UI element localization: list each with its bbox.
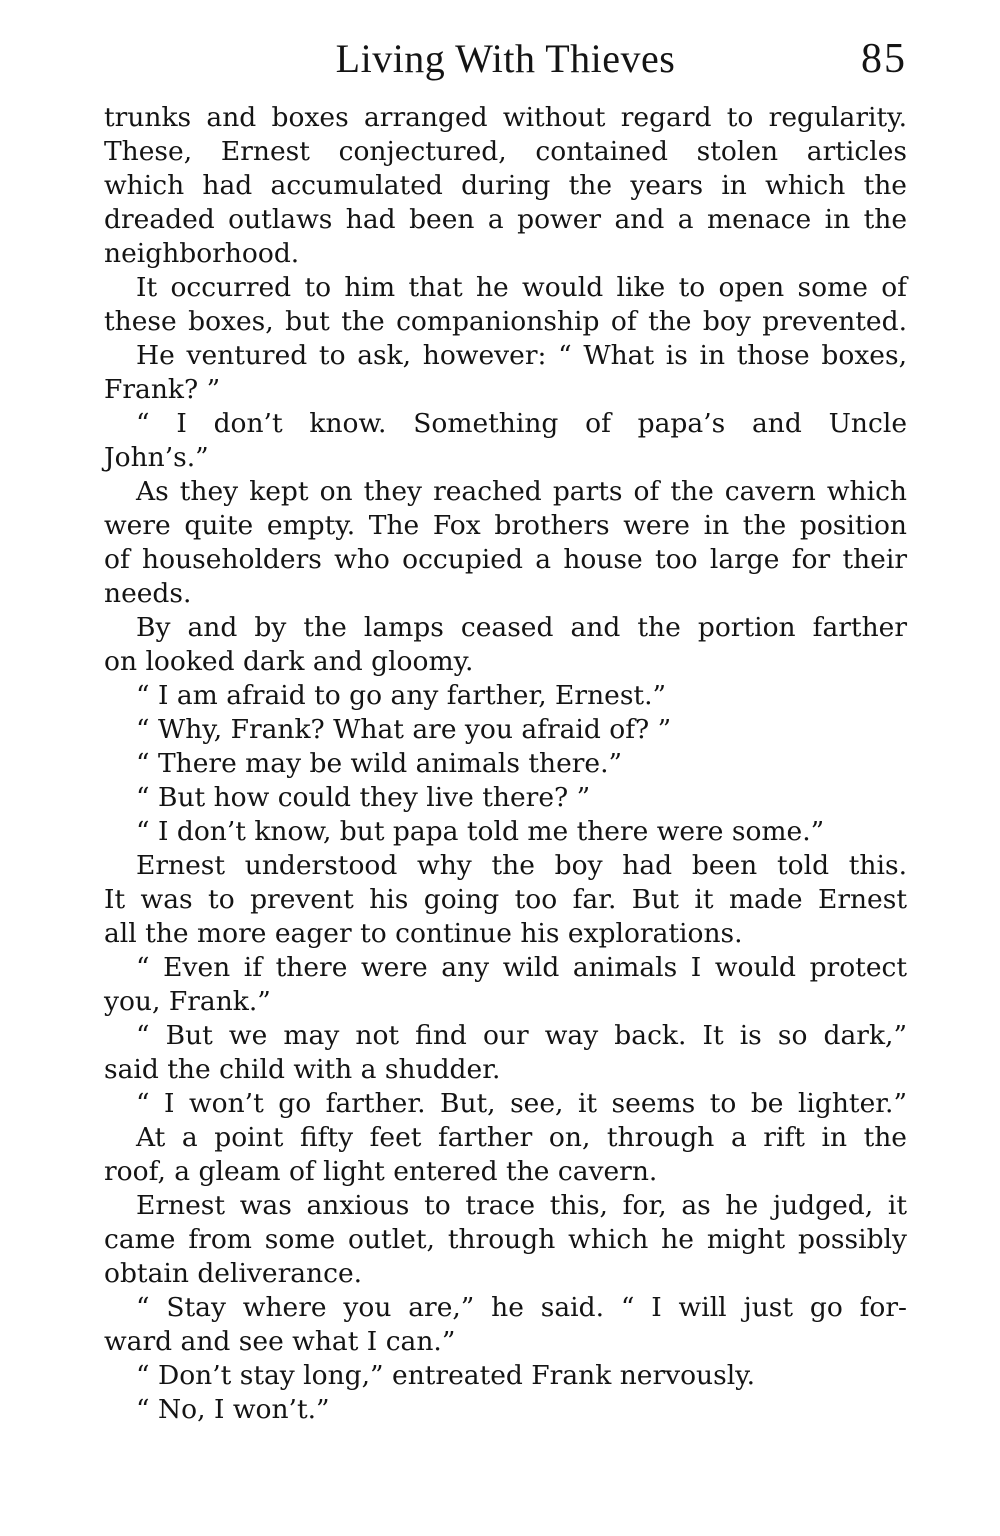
paragraph: [104, 101, 907, 271]
text-line: He ventured to ask, however: “ What is in those boxes,: [136, 340, 907, 371]
text-line: all the more eager to continue his explorations.: [104, 918, 743, 949]
text-line: of householders who occupied a house too large for their: [104, 544, 907, 575]
text-line: John’s.”: [104, 442, 209, 473]
paragraph: [104, 1019, 907, 1087]
page-number: 85: [861, 36, 907, 82]
paragraph: [104, 815, 907, 849]
paragraph: [104, 747, 907, 781]
text-line: These, Ernest conjectured, contained stolen articles: [104, 136, 907, 167]
text-line: came from some outlet, through which he might possibly: [104, 1224, 907, 1255]
text-line: As they kept on they reached parts of the cavern which: [136, 476, 907, 507]
text-line: you, Frank.”: [104, 986, 271, 1017]
text-line: Ernest understood why the boy had been told this.: [136, 850, 907, 881]
paragraph: [104, 849, 907, 951]
paragraph: [104, 951, 907, 1019]
paragraph: [104, 1189, 907, 1291]
paragraph: [104, 475, 907, 611]
paragraph: [104, 1291, 907, 1359]
text-line: “ Even if there were any wild animals I would protect: [136, 952, 907, 983]
paragraph: [104, 611, 907, 679]
text-line: Ernest was anxious to trace this, for, as he judged, it: [136, 1190, 907, 1221]
text-line: neighborhood.: [104, 238, 300, 269]
text-line: ward and see what I can.”: [104, 1326, 456, 1357]
text-line: At a point fifty feet farther on, through a rift in the: [136, 1122, 907, 1153]
text-line: “ I don’t know, but papa told me there were some.”: [136, 816, 825, 847]
text-line: “ Don’t stay long,” entreated Frank nervously.: [136, 1360, 756, 1391]
text-line: roof, a gleam of light entered the cavern.: [104, 1156, 658, 1187]
text-line: It was to prevent his going too far. But it made Ernest: [104, 884, 907, 915]
text-line: “ There may be wild animals there.”: [136, 748, 623, 779]
paragraph: [104, 679, 907, 713]
text-line: on looked dark and gloomy.: [104, 646, 474, 677]
text-line: obtain deliverance.: [104, 1258, 363, 1289]
text-line: trunks and boxes arranged without regard to regularity.: [104, 102, 907, 133]
text-line: “ I don’t know. Something of papa’s and Uncle: [136, 408, 907, 439]
text-line: It occurred to him that he would like to open some of: [136, 272, 907, 303]
paragraph: [104, 713, 907, 747]
body-text: [104, 101, 907, 1427]
running-title: Living With Thieves: [335, 36, 676, 81]
text-line: needs.: [104, 578, 192, 609]
paragraph: [104, 781, 907, 815]
text-line: “ I won’t go farther. But, see, it seems to be lighter.”: [136, 1088, 907, 1119]
text-line: these boxes, but the companionship of the boy prevented.: [104, 306, 907, 337]
paragraph: [104, 1393, 907, 1427]
text-line: “ I am afraid to go any farther, Ernest.”: [136, 680, 667, 711]
text-line: “ But we may not find our way back. It is so dark,”: [136, 1020, 907, 1051]
text-line: were quite empty. The Fox brothers were in the position: [104, 510, 907, 541]
paragraph: [104, 339, 907, 407]
paragraph: [104, 271, 907, 339]
paragraph: [104, 407, 907, 475]
paragraph: [104, 1087, 907, 1121]
text-line: By and by the lamps ceased and the portion farther: [136, 612, 907, 643]
paragraph: [104, 1121, 907, 1189]
text-line: “ No, I won’t.”: [136, 1394, 330, 1425]
paragraph: [104, 1359, 907, 1393]
page-header: [104, 32, 907, 86]
text-line: which had accumulated during the years in which the: [104, 170, 907, 201]
text-line: “ Why, Frank? What are you afraid of? ”: [136, 714, 672, 745]
text-line: “ But how could they live there? ”: [136, 782, 591, 813]
text-line: dreaded outlaws had been a power and a menace in the: [104, 204, 907, 235]
text-line: Frank? ”: [104, 374, 221, 405]
text-line: “ Stay where you are,” he said. “ I will just go for-: [136, 1292, 907, 1323]
text-line: said the child with a shudder.: [104, 1054, 501, 1085]
